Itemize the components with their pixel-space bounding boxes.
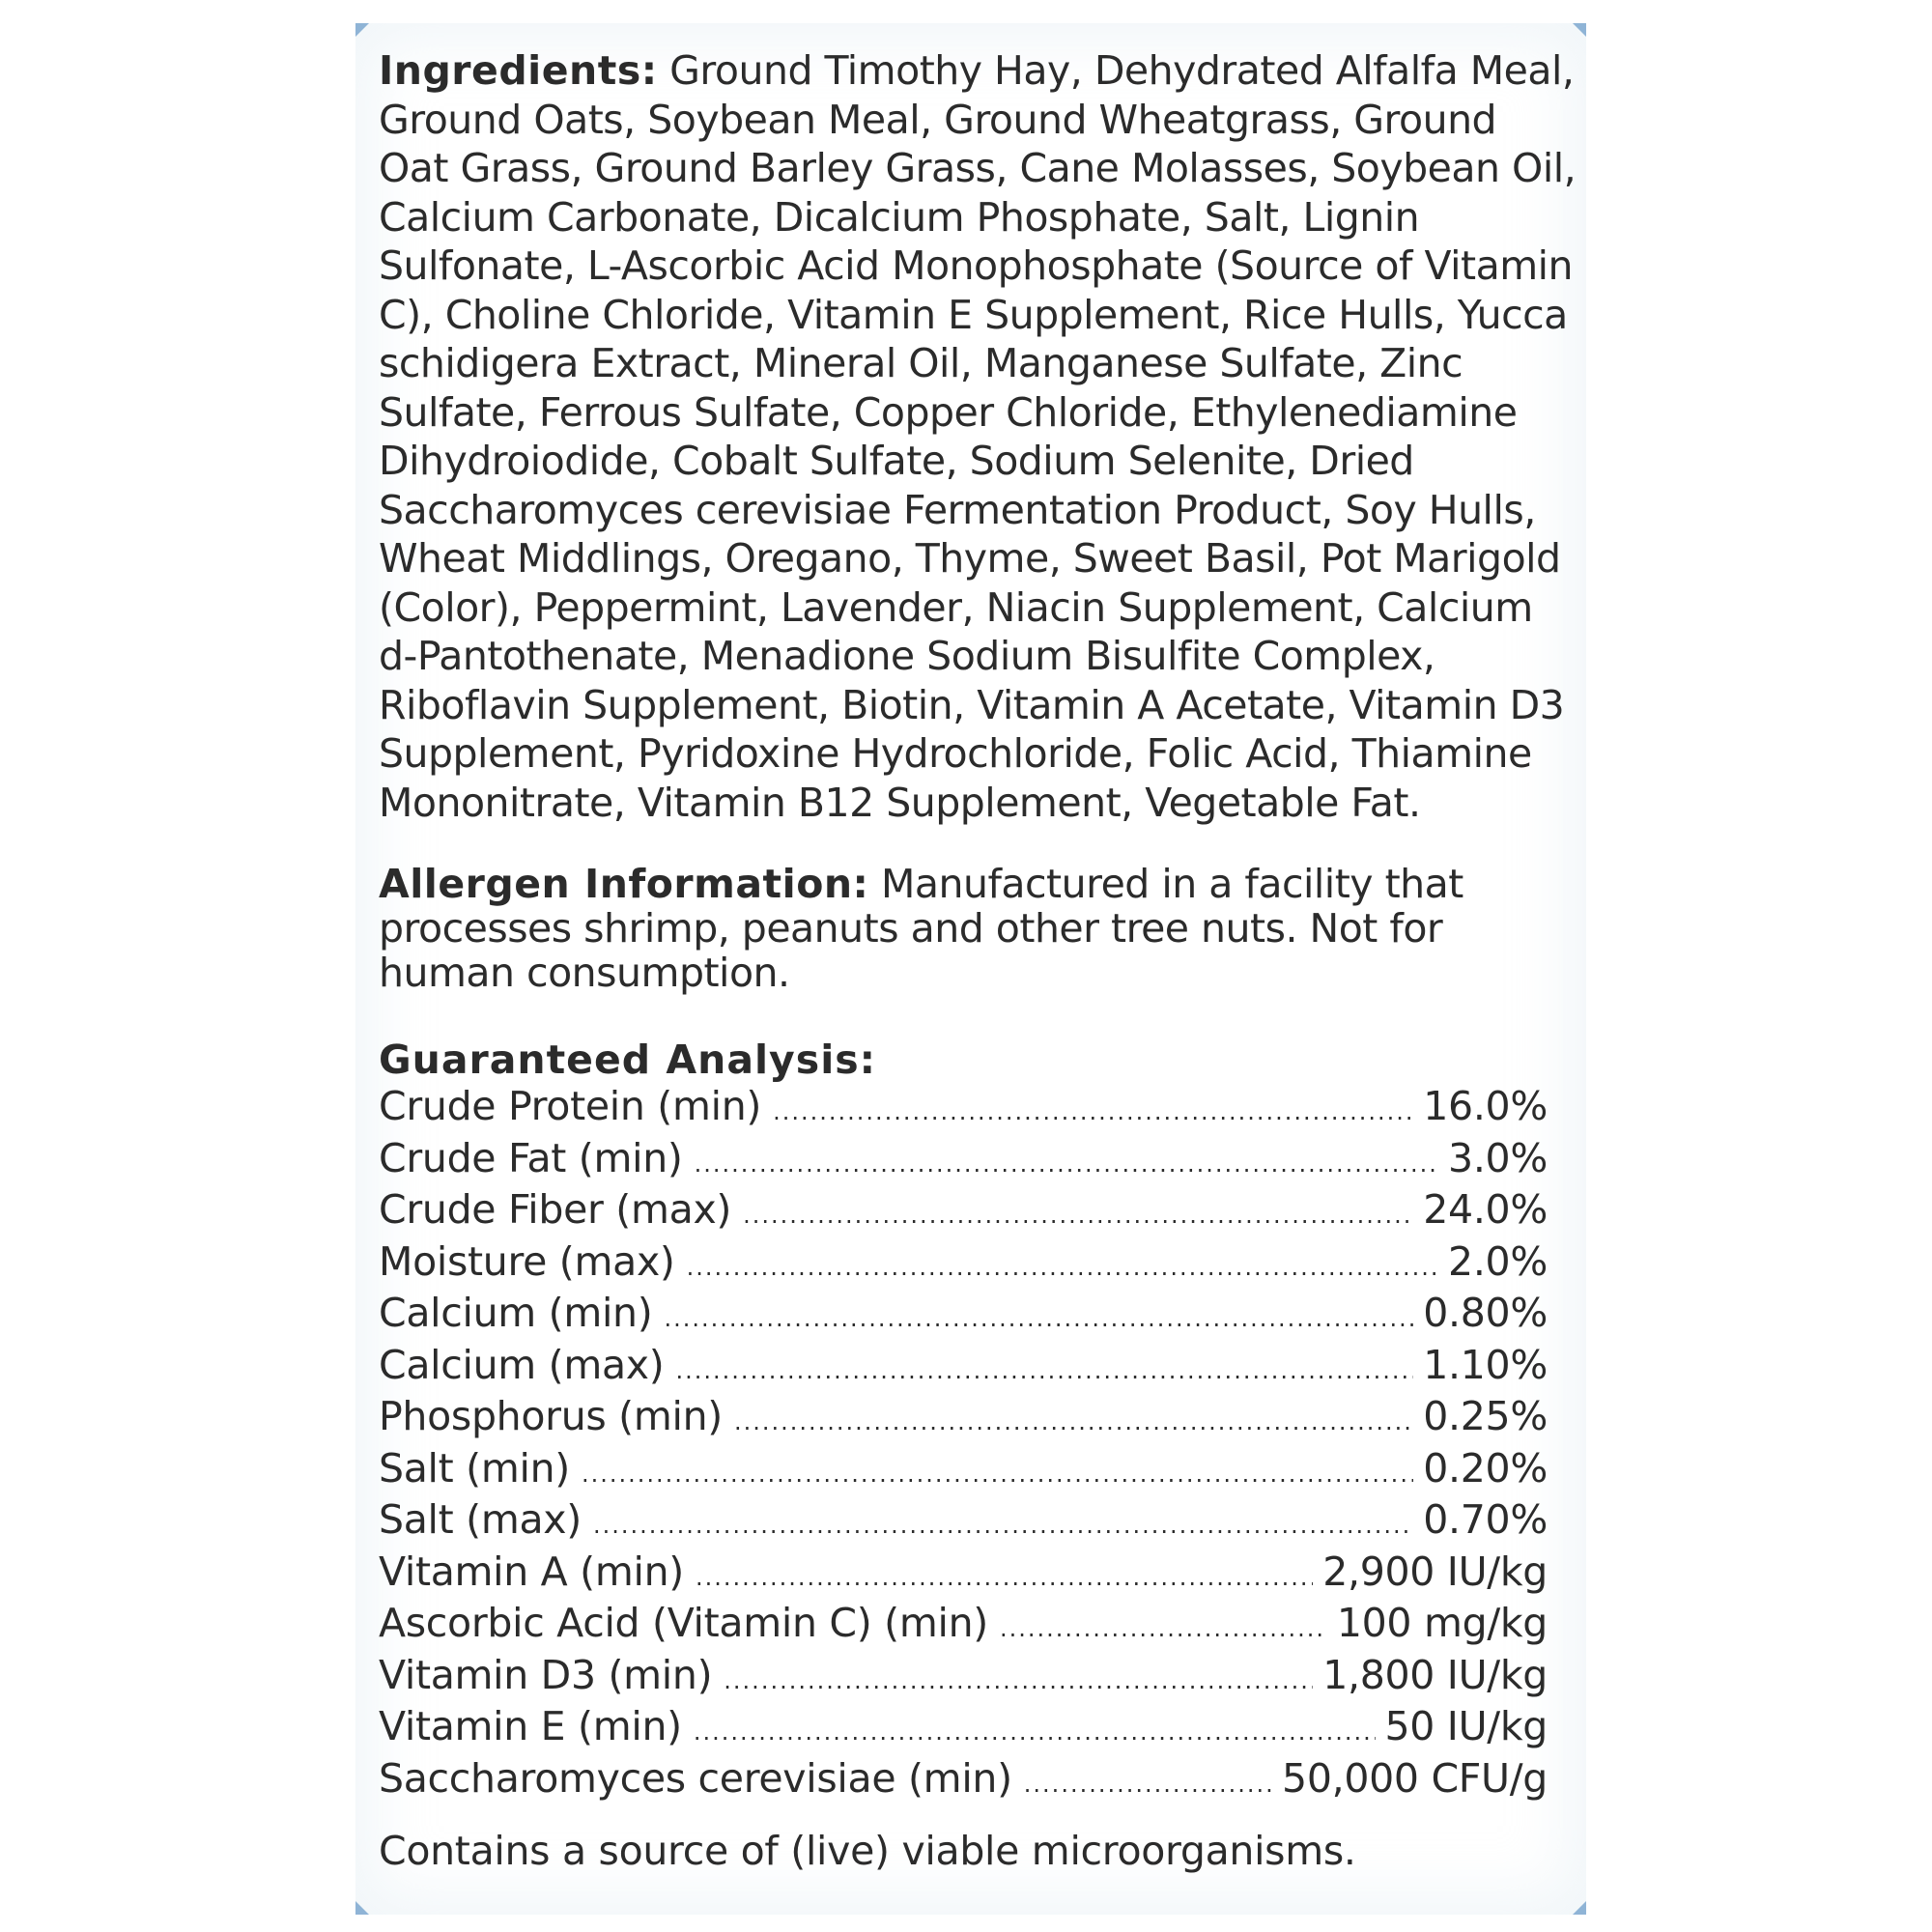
analysis-nutrient-name: Vitamin E (min) xyxy=(379,1703,682,1749)
dot-leader xyxy=(695,1142,1438,1188)
analysis-value: 2,900 IU/kg xyxy=(1322,1548,1548,1595)
dot-leader xyxy=(694,1710,1376,1756)
analysis-nutrient-name: Saccharomyces cerevisiae (min) xyxy=(379,1754,1012,1802)
analysis-row xyxy=(379,1446,1548,1498)
analysis-nutrient-name: Phosphorus (min) xyxy=(379,1393,723,1439)
analysis-value: 0.80% xyxy=(1423,1290,1548,1336)
analysis-row xyxy=(379,1653,1548,1705)
analysis-value: 100 mg/kg xyxy=(1336,1600,1548,1646)
analysis-value: 3.0% xyxy=(1448,1134,1548,1181)
analysis-row xyxy=(379,1084,1548,1136)
dot-leader xyxy=(687,1245,1438,1292)
analysis-nutrient-name: Crude Fiber (max) xyxy=(379,1186,732,1233)
analysis-row xyxy=(379,1394,1548,1446)
dot-leader xyxy=(743,1193,1413,1239)
dot-leader xyxy=(675,1349,1413,1395)
corner-mark-top-left xyxy=(355,23,369,37)
analysis-value: 0.25% xyxy=(1423,1393,1548,1439)
analysis-value: 50,000 CFU/g xyxy=(1282,1754,1548,1802)
dot-leader xyxy=(724,1659,1313,1705)
analysis-value: 2.0% xyxy=(1448,1237,1548,1285)
dot-leader xyxy=(696,1555,1313,1602)
analysis-nutrient-name: Crude Protein (min) xyxy=(379,1083,762,1129)
corner-mark-bottom-right xyxy=(1573,1901,1586,1915)
analysis-row xyxy=(379,1136,1548,1188)
analysis-row xyxy=(379,1497,1548,1549)
label-content xyxy=(379,46,1577,1875)
allergen-section xyxy=(379,862,1577,995)
analysis-row xyxy=(379,1756,1548,1808)
guaranteed-analysis-heading: Guaranteed Analysis: xyxy=(379,1037,877,1083)
dot-leader xyxy=(1000,1606,1327,1653)
analysis-value: 0.70% xyxy=(1423,1496,1548,1543)
analysis-row xyxy=(379,1239,1548,1292)
dot-leader xyxy=(1024,1762,1272,1808)
dot-leader xyxy=(734,1400,1413,1446)
analysis-nutrient-name: Moisture (max) xyxy=(379,1237,675,1285)
ingredients-label: Ingredients: xyxy=(379,47,658,94)
analysis-value: 1.10% xyxy=(1423,1341,1548,1388)
analysis-row xyxy=(379,1601,1548,1653)
dot-leader xyxy=(664,1296,1413,1343)
dot-leader xyxy=(582,1452,1413,1498)
analysis-row xyxy=(379,1704,1548,1756)
analysis-value: 24.0% xyxy=(1423,1186,1548,1233)
analysis-nutrient-name: Vitamin D3 (min) xyxy=(379,1651,713,1698)
analysis-nutrient-name: Salt (max) xyxy=(379,1496,582,1543)
dot-leader xyxy=(773,1090,1413,1136)
footnote: Contains a source of (live) viable microorganisms. xyxy=(379,1828,1356,1874)
analysis-row xyxy=(379,1291,1548,1343)
analysis-value: 50 IU/kg xyxy=(1384,1703,1548,1749)
analysis-row xyxy=(379,1187,1548,1239)
ingredients-section xyxy=(379,46,1577,827)
analysis-nutrient-name: Calcium (max) xyxy=(379,1341,665,1388)
guaranteed-analysis-table xyxy=(379,1084,1577,1807)
analysis-value: 16.0% xyxy=(1423,1083,1548,1129)
corner-mark-top-right xyxy=(1573,23,1586,37)
ingredients-text: Ground Timothy Hay, Dehydrated Alfalfa Meal, Ground Oats, Soybean Meal, Ground Wheatgrass, Ground Oat Grass, Ground Barley Grass, Cane Molasses, Soybean Oil, Calcium Carbonate, Dicalcium Phosphate, Salt, Lignin Sulfonate, L-Ascorbic Acid Monophosphate (Source of Vitamin C), Choline Chloride, Vitamin E Supplement, Rice Hulls, Yucca schidigera Extract, Mineral Oil, Manganese Sulfate, Zinc Sulfate, Ferrous Sulfate, Copper Chloride, Ethylenediamine Dihydroiodide, Cobalt Sulfate, Sodium Selenite, Dried Saccharomyces cerevisiae Fermentation Product, Soy Hulls, Wheat Middlings, Oregano, Thyme, Sweet Basil, Pot Marigold (Color), Peppermint, Lavender, Niacin Supplement, Calcium d-Pantothenate, Menadione Sodium Bisulfite Complex, Riboflavin Supplement, Biotin, Vitamin A Acetate, Vitamin D3 Supplement, Pyridoxine Hydrochloride, Folic Acid, Thiamine Mononitrate, Vitamin B12 Supplement, Vegetable Fat. xyxy=(379,47,1577,826)
analysis-nutrient-name: Vitamin A (min) xyxy=(379,1548,684,1595)
analysis-nutrient-name: Salt (min) xyxy=(379,1444,570,1492)
allergen-text: Manufactured in a facility that processes shrimp, peanuts and other tree nuts. Not for human consumption. xyxy=(379,861,1463,996)
analysis-value: 0.20% xyxy=(1423,1444,1548,1492)
allergen-label: Allergen Information: xyxy=(379,861,869,907)
analysis-nutrient-name: Crude Fat (min) xyxy=(379,1134,683,1181)
analysis-nutrient-name: Ascorbic Acid (Vitamin C) (min) xyxy=(379,1600,988,1646)
corner-mark-bottom-left xyxy=(355,1901,369,1915)
analysis-nutrient-name: Calcium (min) xyxy=(379,1290,653,1336)
analysis-row xyxy=(379,1343,1548,1395)
analysis-value: 1,800 IU/kg xyxy=(1322,1651,1548,1698)
analysis-row xyxy=(379,1549,1548,1602)
dot-leader xyxy=(593,1503,1413,1549)
